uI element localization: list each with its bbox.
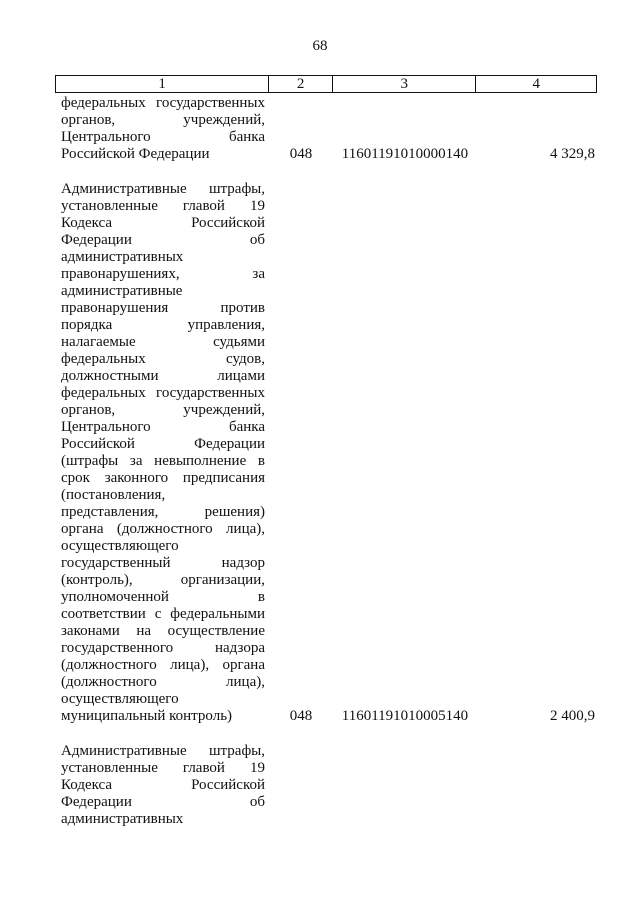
description-line: (постановления, (61, 487, 166, 503)
header-col-1: 1 (56, 76, 269, 92)
description-line: Федерации об (61, 794, 265, 810)
admin-code: 048 (289, 146, 313, 162)
description-line: государственный надзор (61, 555, 265, 571)
description-line: Федерации об (61, 232, 265, 248)
description-line: Центрального банка (61, 419, 265, 435)
description-line: Кодекса Российской (61, 215, 265, 231)
budget-table (55, 75, 597, 828)
description-line: Административные штрафы, (61, 181, 265, 197)
header-col-4: 4 (532, 76, 540, 92)
description-line: представления, решения) (61, 504, 265, 520)
description-line: (контроль), организации, (61, 572, 265, 588)
admin-code: 048 (289, 708, 313, 724)
description-line: (должностного лица), (61, 674, 265, 690)
description-line: уполномоченной в (61, 589, 265, 605)
description-line: федеральных государственных (61, 385, 265, 401)
amount: 4 329,8 (550, 146, 595, 162)
description-line: административных (61, 249, 184, 265)
description-line: федеральных судов, (61, 351, 265, 367)
description-line: срок законного предписания (61, 470, 265, 486)
description-line: осуществляющего (61, 691, 179, 707)
header-col-3: 3 (333, 76, 476, 92)
header-col-2: 2 (269, 76, 333, 92)
description-line: административных (61, 811, 184, 827)
description-line: органа (должностного лица), (61, 521, 265, 537)
table-row (55, 743, 597, 828)
page-number: 68 (312, 38, 328, 54)
description-line: осуществляющего (61, 538, 179, 554)
description-line: федеральных государственных (61, 95, 265, 111)
description-line: установленные главой 19 (61, 760, 265, 776)
description-line: должностными лицами (61, 368, 265, 384)
amount: 2 400,9 (550, 708, 595, 724)
table-row (55, 95, 597, 163)
table-row (55, 181, 597, 725)
table-header (55, 75, 597, 93)
row-description (55, 95, 269, 163)
description-line: Кодекса Российской (61, 777, 265, 793)
row-description (55, 181, 269, 725)
budget-classification-code: 11601191010000140 (341, 146, 469, 162)
description-line: Центрального банка (61, 129, 265, 145)
description-line: муниципальный контроль) (61, 708, 233, 724)
description-line: соответствии с федеральными (61, 606, 265, 622)
description-line: (должностного лица), органа (61, 657, 265, 673)
description-line: правонарушения против (61, 300, 265, 316)
description-line: установленные главой 19 (61, 198, 265, 214)
description-line: Российской Федерации (61, 146, 210, 162)
row-description (55, 743, 269, 828)
description-line: законами на осуществление (61, 623, 265, 639)
description-line: налагаемые судьями (61, 334, 265, 350)
description-line: государственного надзора (61, 640, 265, 656)
description-line: (штрафы за невыполнение в (61, 453, 265, 469)
description-line: порядка управления, (61, 317, 265, 333)
description-line: Российской Федерации (61, 436, 265, 452)
description-line: правонарушениях, за (61, 266, 265, 282)
description-line: органов, учреждений, (61, 112, 265, 128)
description-line: административные (61, 283, 183, 299)
budget-classification-code: 11601191010005140 (341, 708, 469, 724)
description-line: органов, учреждений, (61, 402, 265, 418)
description-line: Административные штрафы, (61, 743, 265, 759)
